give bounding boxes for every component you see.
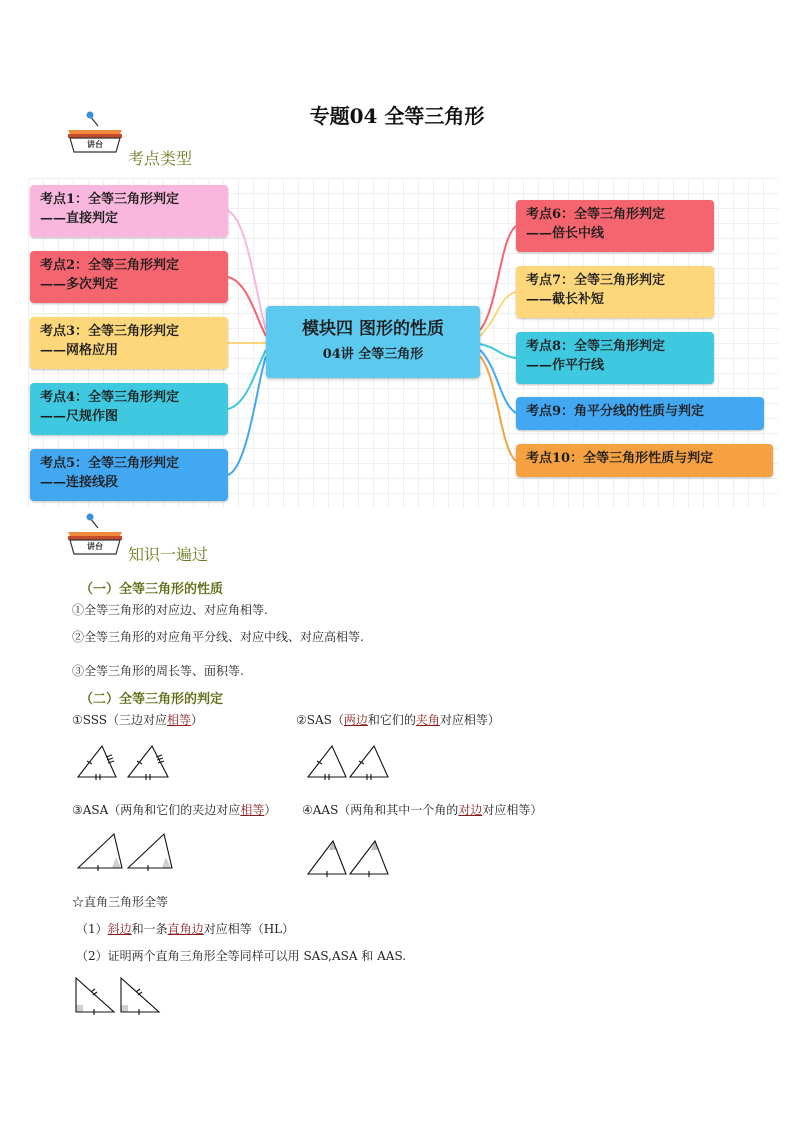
right-triangle-note: （2）证明两个直角三角形全等同样可以用 SAS,ASA 和 AAS.	[76, 949, 407, 963]
aas-label: ④AAS（两角和其中一个角的对边对应相等）	[302, 803, 543, 817]
svg-text:讲台: 讲台	[87, 140, 103, 149]
svg-text:讲台: 讲台	[87, 542, 103, 551]
topic-node-10: 考点10：全等三角形性质与判定	[516, 444, 773, 477]
prop-item-2: ②全等三角形的对应角平分线、对应中线、对应高相等.	[72, 630, 364, 644]
topic-node-6: 考点6：全等三角形判定 ——倍长中线	[516, 200, 714, 252]
asa-label: ③ASA（两角和它们的夹边对应相等）	[72, 803, 277, 817]
judge-heading: （二）全等三角形的判定	[80, 692, 224, 707]
props-heading: （一）全等三角形的性质	[80, 582, 224, 597]
topic-node-5: 考点5：全等三角形判定 ——连接线段	[30, 449, 228, 501]
center-node: 模块四 图形的性质 04讲 全等三角形	[266, 306, 480, 378]
sss-label: ①SSS（三边对应相等）	[72, 713, 204, 727]
topic-node-8: 考点8：全等三角形判定 ——作平行线	[516, 332, 714, 384]
prop-item-3: ③全等三角形的周长等、面积等.	[72, 664, 244, 678]
topic-node-2: 考点2：全等三角形判定 ——多次判定	[30, 251, 228, 303]
mindmap	[28, 178, 778, 508]
topic-node-3: 考点3：全等三角形判定 ——网格应用	[30, 317, 228, 369]
topic-node-9: 考点9：角平分线的性质与判定	[516, 397, 764, 430]
section-title-types: 考点类型	[128, 149, 193, 168]
sss-diagram	[76, 742, 174, 782]
hl-diagram	[74, 976, 164, 1016]
topic-node-4: 考点4：全等三角形判定 ——尺规作图	[30, 383, 228, 435]
asa-diagram	[76, 830, 176, 872]
aas-diagram	[306, 838, 392, 878]
section-title-knowledge: 知识一遍过	[128, 545, 209, 564]
podium-icon	[62, 512, 124, 562]
sas-diagram	[306, 742, 392, 782]
right-triangle-title: ☆直角三角形全等	[72, 895, 169, 909]
topic-node-7: 考点7：全等三角形判定 ——截长补短	[516, 266, 714, 318]
prop-item-1: ①全等三角形的对应边、对应角相等.	[72, 603, 268, 617]
sas-label: ②SAS（两边和它们的夹角对应相等）	[296, 713, 500, 727]
podium-icon	[62, 110, 124, 160]
page-title: 专题04 全等三角形	[309, 104, 485, 128]
topic-node-1: 考点1：全等三角形判定 ——直接判定	[30, 185, 228, 237]
hl-label: （1）斜边和一条直角边对应相等（HL）	[76, 922, 295, 936]
